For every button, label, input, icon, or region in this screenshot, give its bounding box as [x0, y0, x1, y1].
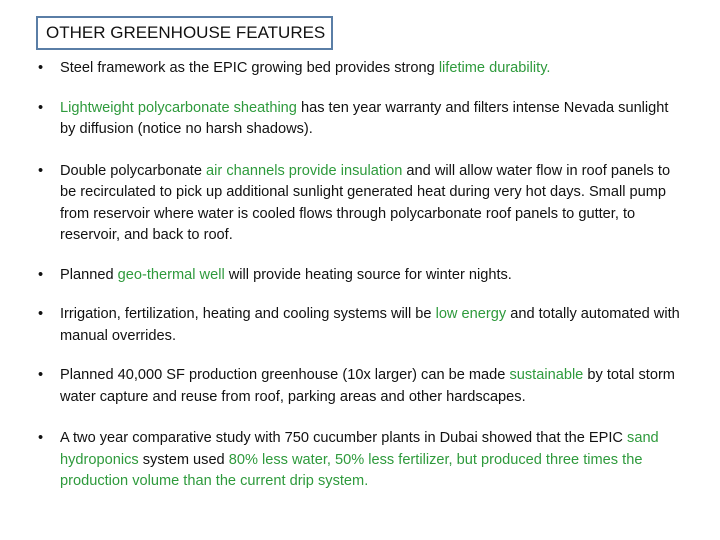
- list-item: [36, 304, 686, 347]
- text-segment: will provide heating source for winter nights.: [224, 266, 512, 283]
- list-item: [36, 98, 686, 141]
- bullet-icon: •: [38, 99, 44, 116]
- text-segment: and totally automated with manual overrides.: [60, 306, 680, 344]
- list-item: [36, 365, 686, 408]
- text-segment: Steel framework as the EPIC growing bed provides strong: [60, 60, 439, 76]
- highlighted-text: low energy: [435, 306, 507, 322]
- list-item: [36, 265, 686, 287]
- highlighted-text: geo-thermal well: [117, 266, 225, 283]
- list-item: [36, 58, 686, 80]
- bullet-icon: •: [38, 367, 44, 383]
- bullet-icon: •: [38, 266, 44, 283]
- text-segment: by total storm water capture and reuse from roof, parking areas and other hardscapes.: [60, 367, 675, 405]
- bullet-icon: •: [38, 162, 44, 179]
- highlighted-text: sand hydroponics: [60, 430, 659, 468]
- text-segment: system used: [138, 451, 229, 468]
- highlighted-text: sustainable: [509, 367, 584, 383]
- list-item: [36, 161, 686, 247]
- text-segment: Planned 40,000 SF production greenhouse (10x larger) can be made: [60, 367, 510, 383]
- feature-list: [36, 58, 686, 515]
- text-segment: and will allow water flow in roof panels to be recirculated to pick up additional sunlight generated heat during very hot days. Small pump from reservoir where water is cooled flows through polycarbonate roof panels to gutter, to reservoir, and back to roof.: [60, 162, 671, 243]
- text-segment: Double polycarbonate: [60, 162, 207, 179]
- text-segment: Planned: [60, 266, 118, 283]
- page-title: OTHER GREENHOUSE FEATURES: [36, 16, 333, 50]
- highlighted-text: 80% less water, 50% less fertilizer, but produced three times the production volume than the current drip system.: [60, 451, 643, 489]
- text-segment: has ten year warranty and filters intense Nevada sunlight by diffusion (notice no harsh shadows).: [60, 99, 669, 137]
- highlighted-text: air channels provide insulation: [206, 162, 403, 179]
- bullet-icon: •: [38, 430, 44, 446]
- text-segment: Irrigation, fertilization, heating and cooling systems will be: [60, 306, 436, 322]
- highlighted-text: lifetime durability.: [438, 60, 551, 76]
- text-segment: A two year comparative study with 750 cucumber plants in Dubai showed that the EPIC: [60, 430, 628, 446]
- list-item: [36, 428, 686, 493]
- bullet-icon: •: [38, 306, 44, 322]
- bullet-icon: •: [38, 60, 44, 76]
- highlighted-text: Lightweight polycarbonate sheathing: [60, 99, 297, 116]
